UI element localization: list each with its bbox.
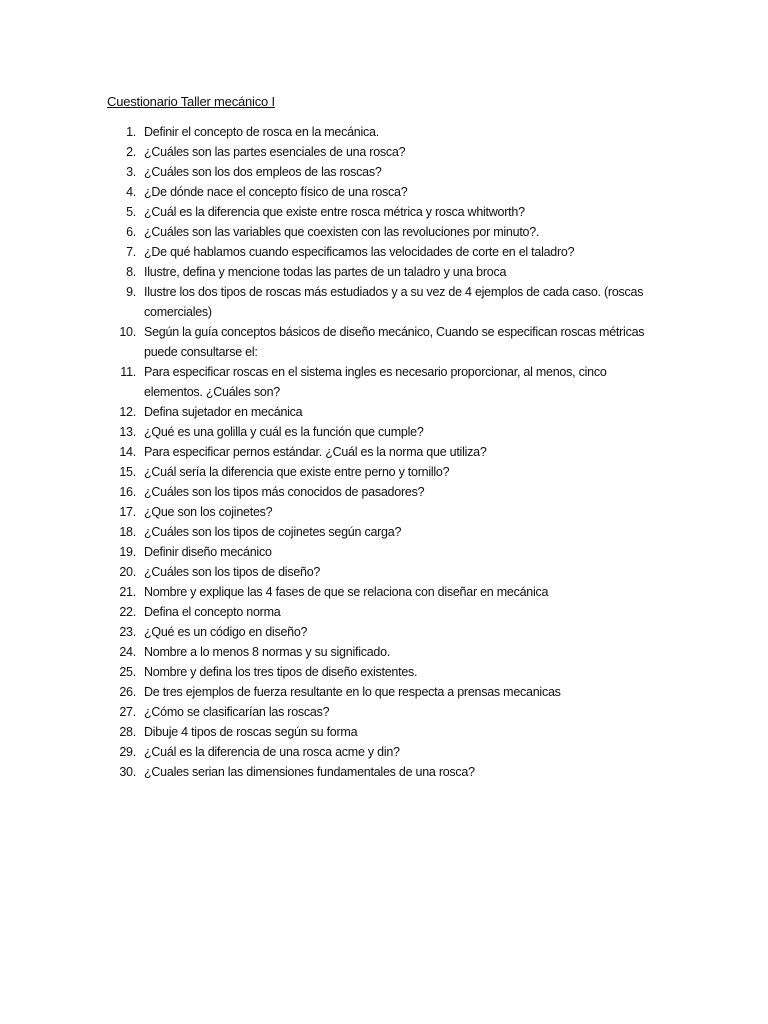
question-text: Dibuje 4 tipos de roscas según su forma <box>144 725 358 739</box>
question-text: ¿Qué es una golilla y cuál es la función que cumple? <box>144 425 424 439</box>
question-text: ¿Cuáles son los dos empleos de las roscas? <box>144 165 382 179</box>
question-item <box>104 542 664 562</box>
question-item <box>104 242 664 262</box>
question-text: Nombre y defina los tres tipos de diseño existentes. <box>144 665 418 679</box>
question-number: 2. <box>126 145 136 159</box>
question-text: ¿Cómo se clasificarían las roscas? <box>144 705 330 719</box>
question-text: ¿Que son los cojinetes? <box>144 505 273 519</box>
question-text: ¿Cuales serian las dimensiones fundamentales de una rosca? <box>144 765 475 779</box>
question-number: 3. <box>126 165 136 179</box>
question-item <box>104 142 664 162</box>
question-text: ¿Cuáles son las partes esenciales de una rosca? <box>144 145 406 159</box>
question-number: 8. <box>126 265 136 279</box>
question-item <box>104 502 664 522</box>
question-number: 6. <box>126 225 136 239</box>
question-item <box>104 202 664 222</box>
question-item <box>104 562 664 582</box>
question-item <box>104 482 664 502</box>
question-item <box>104 422 664 442</box>
question-text: ¿Cuáles son los tipos más conocidos de pasadores? <box>144 485 425 499</box>
question-text: Defina sujetador en mecánica <box>144 405 303 419</box>
question-text: ¿Cuáles son los tipos de cojinetes según carga? <box>144 525 402 539</box>
question-item <box>104 622 664 642</box>
question-number: 27. <box>119 705 136 719</box>
question-number: 15. <box>119 465 136 479</box>
question-number: 12. <box>119 405 136 419</box>
question-number: 1. <box>126 125 136 139</box>
question-list <box>104 122 664 782</box>
question-item <box>104 162 664 182</box>
question-number: 24. <box>119 645 136 659</box>
question-text: ¿Cuál es la diferencia de una rosca acme y din? <box>144 745 400 759</box>
question-item <box>104 222 664 242</box>
question-number: 5. <box>126 205 136 219</box>
question-item <box>104 662 664 682</box>
question-item <box>104 462 664 482</box>
question-text: Defina el concepto norma <box>144 605 281 619</box>
question-text: Nombre a lo menos 8 normas y su significado. <box>144 645 391 659</box>
question-number: 26. <box>119 685 136 699</box>
question-item <box>104 642 664 662</box>
question-item <box>104 322 664 362</box>
question-item <box>104 722 664 742</box>
question-number: 23. <box>119 625 136 639</box>
question-text: ¿De dónde nace el concepto físico de una rosca? <box>144 185 408 199</box>
question-number: 22. <box>119 605 136 619</box>
question-number: 10. <box>119 325 136 339</box>
question-text: Ilustre, defina y mencione todas las partes de un taladro y una broca <box>144 265 507 279</box>
question-item <box>104 602 664 622</box>
question-text: ¿De qué hablamos cuando especificamos las velocidades de corte en el taladro? <box>144 245 575 259</box>
question-item <box>104 282 664 322</box>
question-item <box>104 442 664 462</box>
question-text: Para especificar pernos estándar. ¿Cuál es la norma que utiliza? <box>144 445 487 459</box>
document-title: Cuestionario Taller mecánico I <box>107 94 275 109</box>
question-number: 11. <box>120 365 136 379</box>
question-number: 7. <box>126 245 136 259</box>
question-item <box>104 702 664 722</box>
question-number: 14. <box>119 445 136 459</box>
question-item <box>104 362 664 402</box>
question-item <box>104 522 664 542</box>
question-text: ¿Cuáles son las variables que coexisten con las revoluciones por minuto?. <box>144 225 540 239</box>
question-text: ¿Cuál sería la diferencia que existe entre perno y tornillo? <box>144 465 450 479</box>
question-number: 30. <box>119 765 136 779</box>
question-number: 16. <box>119 485 136 499</box>
question-text: ¿Qué es un código en diseño? <box>144 625 308 639</box>
question-number: 29. <box>119 745 136 759</box>
question-number: 21. <box>119 585 136 599</box>
question-number: 13. <box>119 425 136 439</box>
question-number: 28. <box>119 725 136 739</box>
question-text: Ilustre los dos tipos de roscas más estudiados y a su vez de 4 ejemplos de cada caso. (roscas comerciales) <box>144 285 644 319</box>
question-item <box>104 122 664 142</box>
question-text: Para especificar roscas en el sistema ingles es necesario proporcionar, al menos, cinco elementos. ¿Cuáles son? <box>144 365 607 399</box>
question-text: Según la guía conceptos básicos de diseño mecánico, Cuando se especifican roscas métricas puede consultarse el: <box>144 325 645 359</box>
question-text: De tres ejemplos de fuerza resultante en lo que respecta a prensas mecanicas <box>144 685 561 699</box>
question-number: 20. <box>119 565 136 579</box>
question-number: 9. <box>126 285 136 299</box>
question-text: ¿Cuál es la diferencia que existe entre rosca métrica y rosca whitworth? <box>144 205 525 219</box>
question-item <box>104 262 664 282</box>
question-item <box>104 402 664 422</box>
question-number: 25. <box>119 665 136 679</box>
question-text: Nombre y explique las 4 fases de que se relaciona con diseñar en mecánica <box>144 585 549 599</box>
question-number: 18. <box>119 525 136 539</box>
question-number: 19. <box>119 545 136 559</box>
question-item <box>104 762 664 782</box>
question-text: ¿Cuáles son los tipos de diseño? <box>144 565 321 579</box>
question-text: Definir el concepto de rosca en la mecánica. <box>144 125 379 139</box>
question-item <box>104 742 664 762</box>
question-number: 17. <box>119 505 136 519</box>
question-item <box>104 182 664 202</box>
question-number: 4. <box>126 185 136 199</box>
question-item <box>104 582 664 602</box>
question-item <box>104 682 664 702</box>
question-text: Definir diseño mecánico <box>144 545 272 559</box>
